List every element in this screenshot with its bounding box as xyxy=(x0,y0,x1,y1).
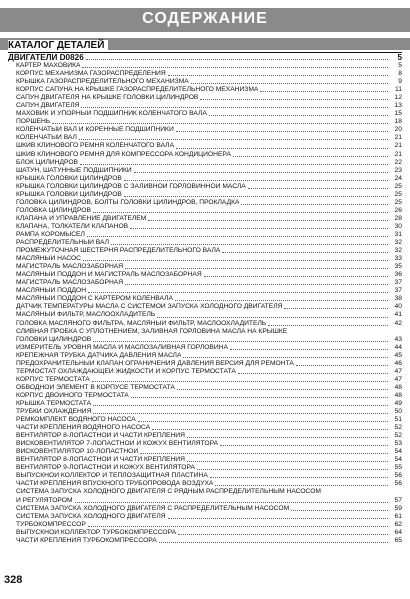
entry-label: КРЫШКА ГОЛОВКИ ЦИЛИНДРОВ С ЗАЛИВНОЙ ГОРЛОВИННОЙ МАСЛА xyxy=(16,182,246,190)
toc-entry[interactable] xyxy=(16,456,402,464)
entry-page: 9 xyxy=(398,78,402,86)
entry-page: 64 xyxy=(394,528,402,536)
dot-leader xyxy=(177,388,388,390)
entry-page: 41 xyxy=(394,311,402,319)
toc-entry[interactable] xyxy=(16,529,402,537)
entry-page: 21 xyxy=(394,134,402,142)
entry-label: САПУН ДВИГАТЕЛЯ НА КРЫШКЕ ГОЛОВКИ ЦИЛИНДРОВ xyxy=(16,94,199,102)
entry-page: 40 xyxy=(394,303,402,311)
entry-page: 47 xyxy=(394,367,402,375)
dot-leader xyxy=(230,348,388,350)
toc-entry[interactable] xyxy=(16,102,402,110)
entry-page: 25 xyxy=(394,182,402,190)
entry-label: САПУН ДВИГАТЕЛЯ xyxy=(16,102,80,110)
toc-entry[interactable] xyxy=(16,311,402,319)
toc-entry[interactable] xyxy=(16,472,402,480)
entry-label: СИСТЕМА ЗАПУСКА ХОЛОДНОГО ДВИГАТЕЛЯ С РЯДНЫМ РАСПРЕДЕЛИТЕЛЬНЫМ НАСОСОМ xyxy=(16,488,321,496)
dot-leader xyxy=(168,74,388,76)
dot-leader xyxy=(80,163,388,165)
entry-label: РЕМКОМПЛЕКТ ВОДЯНОГО НАСОСА xyxy=(16,416,136,424)
dot-leader xyxy=(159,541,388,543)
entry-page: 32 xyxy=(394,247,402,255)
entry-label: ГОЛОВКИ ЦИЛИНДРОВ xyxy=(16,335,92,343)
toc-entry[interactable] xyxy=(16,352,402,360)
entry-page: 21 xyxy=(394,142,402,150)
entry-label: ПРОМЕЖУТОЧНАЯ ШЕСТЕРНЯ РАСПРЕДЕЛИТЕЛЬНОГО ВАЛА xyxy=(16,247,221,255)
toc-entry[interactable] xyxy=(16,279,402,287)
entry-label: РАСПРЕДЕЛИТЕЛЬНЫЙ ВАЛ xyxy=(16,239,110,247)
entry-label: КРЫШКА ГАЗОРАСПРЕДЕЛИТЕЛЬНОГО МЕХАНИЗМА xyxy=(16,78,189,86)
entry-page: 38 xyxy=(394,295,402,303)
dot-leader xyxy=(138,420,388,422)
entry-page: 48 xyxy=(394,391,402,399)
dot-leader xyxy=(93,340,388,342)
entry-label: ОБВОДНОЙ ЭЛЕМЕНТ В КОРПУСЕ ТЕРМОСТАТА xyxy=(16,383,175,391)
toc-entry[interactable] xyxy=(16,392,402,400)
entry-label: ТУРБОКОМПРЕССОР xyxy=(16,520,86,528)
toc-entry[interactable] xyxy=(16,62,402,70)
dot-leader xyxy=(75,501,388,503)
toc-entry[interactable] xyxy=(16,480,402,488)
toc-entry[interactable] xyxy=(16,440,402,448)
entry-label: ВЕНТИЛЯТОР 8-ЛОПАСТНОЙ И ЧАСТИ КРЕПЛЕНИЯ xyxy=(16,456,185,464)
dot-leader xyxy=(79,138,388,140)
toc-entry[interactable] xyxy=(16,110,402,118)
entry-page: 52 xyxy=(394,432,402,440)
dot-leader xyxy=(284,307,388,309)
dot-leader xyxy=(93,404,388,406)
entry-page: 25 xyxy=(394,198,402,206)
dot-leader xyxy=(124,195,388,197)
entry-label: КРЫШКА ГОЛОВКИ ЦИЛИНДРОВ xyxy=(16,174,122,182)
entry-label: ПРЕДОХРАНИТЕЛЬНЫЙ КЛАПАН ОГРАНИЧЕНИЯ ДАВЛЕНИЯ ВЕРСИЯ ДЛЯ РЕМОНТА xyxy=(16,359,294,367)
entry-page: 25 xyxy=(394,190,402,198)
toc-entry[interactable] xyxy=(16,303,402,311)
toc-entry[interactable] xyxy=(16,497,402,505)
entry-page: 35 xyxy=(394,263,402,271)
toc-entry[interactable] xyxy=(16,400,402,408)
toc-entry[interactable] xyxy=(16,384,402,392)
entry-page: 20 xyxy=(394,126,402,134)
toc-entry[interactable] xyxy=(16,432,402,440)
entry-label: ГОЛОВКА ЦИЛИНДРОВ xyxy=(16,206,91,214)
entry-page: 32 xyxy=(394,239,402,247)
entry-label: КОРПУС САПУНА НА КРЫШКЕ ГАЗОРАСПРЕДЕЛИТЕЛЬНОГО МЕХАНИЗМА xyxy=(16,86,259,94)
toc-entry[interactable] xyxy=(16,376,402,384)
entry-page: 54 xyxy=(394,448,402,456)
toc-entry[interactable] xyxy=(16,86,402,94)
entry-label: МАСЛЯНЫЙ ФИЛЬТР, МАСЛООХЛАДИТЕЛЬ xyxy=(16,311,156,319)
entry-page: 59 xyxy=(394,504,402,512)
entry-label: ЧАСТИ КРЕПЛЕНИЯ ТУРБОКОМПРЕССОРА xyxy=(16,536,157,544)
entry-label: МАГИСТРАЛЬ МАСЛОЗАБОРНАЯ xyxy=(16,279,124,287)
dot-leader xyxy=(291,509,388,511)
toc-entry[interactable] xyxy=(16,537,402,545)
toc-entry[interactable] xyxy=(16,360,402,368)
entry-label: ЧАСТИ КРЕПЛЕНИЯ ВОДЯНОГО НАСОСА xyxy=(16,424,151,432)
entry-label: И РЕГУЛЯТОРОМ xyxy=(16,496,73,504)
dot-leader xyxy=(130,227,388,229)
entry-label: МАСЛЯНЫЙ ПОДДОН xyxy=(16,287,87,295)
entry-page: 11 xyxy=(395,86,402,94)
dot-leader xyxy=(215,484,388,486)
toc-entry[interactable] xyxy=(16,287,402,295)
entry-page: 45 xyxy=(394,351,402,359)
toc-list xyxy=(16,62,402,545)
dot-leader xyxy=(191,82,388,84)
dot-leader xyxy=(268,324,388,326)
dot-leader xyxy=(204,275,388,277)
page-title: СОДЕРЖАНИЕ xyxy=(142,10,268,27)
toc-entry[interactable] xyxy=(16,231,402,239)
dot-leader xyxy=(200,98,388,100)
dot-leader xyxy=(148,219,388,221)
entry-label: ГОЛОВКА ЦИЛИНДРОВ, БОЛТЫ ГОЛОВКИ ЦИЛИНДРОВ, ПРОКЛАДКА xyxy=(16,198,240,206)
entry-label: КАРТЕР МАХОВИКА xyxy=(16,62,81,69)
entry-label: ШКИВ КЛИНОВОГО РЕМНЯ ДЛЯ КОМПРЕССОРА КОНДИЦИОНЕРА xyxy=(16,150,231,158)
dot-leader xyxy=(140,452,388,454)
entry-page: 47 xyxy=(394,375,402,383)
entry-page: 56 xyxy=(394,472,402,480)
entry-page: 42 xyxy=(394,319,402,327)
entry-page: 24 xyxy=(394,174,402,182)
dot-leader xyxy=(209,114,388,116)
entry-page: 49 xyxy=(394,399,402,407)
dot-leader xyxy=(152,428,388,430)
entry-label: ДАТЧИК ТЕМПЕРАТУРЫ МАСЛА С СИСТЕМОЙ ЗАПУСКА ХОЛОДНОГО ДВИГАТЕЛЯ xyxy=(16,303,283,311)
toc-entry[interactable] xyxy=(16,521,402,529)
toc-entry[interactable] xyxy=(16,118,402,126)
entry-page: 33 xyxy=(394,255,402,263)
entry-page: 57 xyxy=(394,496,402,504)
toc-entry[interactable] xyxy=(16,488,402,496)
catalog-title: КАТАЛОГ ДЕТАЛЕЙ xyxy=(8,40,108,51)
entry-label: ЧАСТИ КРЕПЛЕНИЯ ВПУСКНОГО ТРУБОПРОВОДА ВОЗДУХА xyxy=(16,480,214,488)
toc-entry[interactable] xyxy=(16,247,402,255)
entry-page: 8 xyxy=(398,70,402,78)
entry-page: 48 xyxy=(394,383,402,391)
entry-label: ШАТУН, ШАТУННЫЕ ПОДШИПНИКИ xyxy=(16,166,132,174)
toc-entry[interactable] xyxy=(16,416,402,424)
dot-leader xyxy=(176,130,388,132)
entry-page: 15 xyxy=(394,110,402,118)
toc-entry[interactable] xyxy=(16,239,402,247)
toc-entry[interactable] xyxy=(16,320,402,328)
toc-entry[interactable] xyxy=(16,215,402,223)
toc-entry[interactable] xyxy=(16,255,402,263)
entry-page: 62 xyxy=(394,520,402,528)
entry-label: КРЫШКА ТЕРМОСТАТА xyxy=(16,399,92,407)
entry-label: КОРПУС МЕХАНИЗМА ГАЗОРАСПРЕДЕЛЕНИЯ xyxy=(16,70,166,78)
entry-label: ГОЛОВКА МАСЛЯНОГО ФИЛЬТРА, МАСЛЯНЫЙ ФИЛЬТР, МАСЛООХЛАДИТЕЛЬ xyxy=(16,319,267,327)
toc-entry[interactable] xyxy=(16,513,402,521)
entry-page: 46 xyxy=(394,359,402,367)
entry-label: ВЫПУСКНОЙ КОЛЛЕКТОР И ТЕПЛОЗАЩИТНАЯ ПЛАСТИНА xyxy=(16,472,208,480)
entry-page: 44 xyxy=(394,343,402,351)
dot-leader xyxy=(157,316,388,318)
entry-label: КОЛЕНЧАТЫЙ ВАЛ И КОРЕННЫЕ ПОДШИПНИКИ xyxy=(16,126,174,134)
dot-leader xyxy=(260,90,388,92)
toc-entry[interactable] xyxy=(16,408,402,416)
toc-entry[interactable] xyxy=(16,199,402,207)
entry-label: МАХОВИК И УПОРНЫЙ ПОДШИПНИК КОЛЕНЧАТОГО ВАЛА xyxy=(16,110,207,118)
dot-leader xyxy=(82,66,388,68)
dot-leader xyxy=(187,436,388,438)
dot-leader xyxy=(134,171,388,173)
entry-page: 52 xyxy=(394,424,402,432)
entry-page: 12 xyxy=(394,94,402,102)
dot-leader xyxy=(88,525,388,527)
toc-entry[interactable] xyxy=(16,344,402,352)
entry-label: СИСТЕМА ЗАПУСКА ХОЛОДНОГО ДВИГАТЕЛЯ С РАСПРЕДЕЛИТЕЛЬНЫМ НАСОСОМ xyxy=(16,504,290,512)
toc-entry[interactable] xyxy=(16,223,402,231)
entry-label: МАСЛЯНЫЙ ПОДДОН С КАРТЕРОМ КОЛЕНВАЛА xyxy=(16,295,173,303)
dot-leader xyxy=(241,203,388,205)
dot-leader xyxy=(248,187,388,189)
entry-label: ВЕНТИЛЯТОР 8-ЛОПАСТНОЙ И ЧАСТИ КРЕПЛЕНИЯ xyxy=(16,432,185,440)
toc-entry[interactable] xyxy=(16,78,402,86)
entry-label: РАМПА КОРОМЫСЕЛ xyxy=(16,230,85,238)
toc-entry[interactable] xyxy=(16,271,402,279)
entry-label: МАСЛЯНЫЙ НАСОС xyxy=(16,255,81,263)
toc-entry[interactable] xyxy=(16,126,402,134)
toc-entry[interactable] xyxy=(16,424,402,432)
dot-leader xyxy=(210,476,388,478)
toc-entry[interactable] xyxy=(16,94,402,102)
entry-label: КЛАПАНА И УПРАВЛЕНИЕ ДВИГАТЕЛЕМ xyxy=(16,214,147,222)
entry-label: ПОРШЕНЬ xyxy=(16,118,51,126)
dot-leader xyxy=(52,122,388,124)
dot-leader xyxy=(220,444,388,446)
toc-entry[interactable] xyxy=(16,151,402,159)
entry-page: 56 xyxy=(394,480,402,488)
dot-leader xyxy=(197,468,388,470)
section-label: ДВИГАТЕЛИ D0826 xyxy=(8,53,84,62)
dot-leader xyxy=(222,251,388,253)
entry-page: 28 xyxy=(394,214,402,222)
toc-entry[interactable] xyxy=(16,159,402,167)
entry-page: 31 xyxy=(394,230,402,238)
dot-leader xyxy=(87,235,388,237)
dot-leader xyxy=(111,243,388,245)
entry-page: 18 xyxy=(394,118,402,126)
entry-label: КОЛЕНЧАТЫЙ ВАЛ xyxy=(16,134,77,142)
dot-leader xyxy=(93,211,388,213)
entry-page: 53 xyxy=(394,440,402,448)
entry-label: ИЗМЕРИТЕЛЬ УРОВНЯ МАСЛА И МАСЛОЗАЛИВНАЯ ГОРЛОВИНА xyxy=(16,343,228,351)
dot-leader xyxy=(86,58,388,60)
toc-entry[interactable] xyxy=(16,263,402,271)
dot-leader xyxy=(92,380,388,382)
toc-entry[interactable] xyxy=(16,207,402,215)
dot-leader xyxy=(88,291,388,293)
header-bar xyxy=(0,8,410,32)
dot-leader xyxy=(124,179,388,181)
entry-page: 37 xyxy=(394,279,402,287)
toc-entry[interactable] xyxy=(16,142,402,150)
entry-page: 5 xyxy=(398,62,402,69)
entry-page: 30 xyxy=(394,222,402,230)
entry-page: 65 xyxy=(394,536,402,544)
entry-page: 13 xyxy=(394,102,402,110)
toc-entry[interactable] xyxy=(16,175,402,183)
dot-leader xyxy=(233,155,388,157)
toc-entry[interactable] xyxy=(16,448,402,456)
entry-label: СЛИВНАЯ ПРОБКА С УПЛОТНЕНИЕМ, ЗАЛИВНАЯ ГОРЛОВИНА МАСЛА НА КРЫШКЕ xyxy=(16,327,288,335)
section-heading[interactable] xyxy=(8,53,402,62)
entry-page: 36 xyxy=(394,271,402,279)
dot-leader xyxy=(296,364,388,366)
page-number: 328 xyxy=(4,574,23,586)
dot-leader xyxy=(178,533,388,535)
entry-page: 43 xyxy=(394,335,402,343)
entry-label: КОРПУС ДВОЙНОГО ТЕРМОСТАТА xyxy=(16,391,129,399)
entry-page: 37 xyxy=(394,287,402,295)
entry-page: 26 xyxy=(394,206,402,214)
dot-leader xyxy=(168,517,388,519)
dot-leader xyxy=(81,106,388,108)
entry-label: КЛАПАНА, ТОЛКАТЕЛИ КЛАПАНОВ xyxy=(16,222,129,230)
entry-page: 22 xyxy=(394,158,402,166)
dot-leader xyxy=(187,460,388,462)
entry-label: СИСТЕМА ЗАПУСКА ХОЛОДНОГО ДВИГАТЕЛЯ xyxy=(16,512,166,520)
dot-leader xyxy=(125,267,388,269)
entry-page: 50 xyxy=(394,408,402,416)
entry-label: ТРУБКИ ОХЛАЖДЕНИЯ xyxy=(16,408,92,416)
toc-entry[interactable] xyxy=(16,464,402,472)
dot-leader xyxy=(125,283,388,285)
dot-leader xyxy=(83,259,388,261)
toc-entry[interactable] xyxy=(16,183,402,191)
entry-label: МАГИСТРАЛЬ МАСЛОЗАБОРНАЯ xyxy=(16,263,124,271)
entry-label: ВИСКОВЕНТИЛЯТОР 10-ЛОПАСТНОЙ xyxy=(16,448,139,456)
entry-label: ВЕНТИЛЯТОР 9-ЛОПАСТНОЙ И КОЖУХ ВЕНТИЛЯТОРА xyxy=(16,464,195,472)
dot-leader xyxy=(183,356,388,358)
dot-leader xyxy=(93,412,388,414)
entry-label: БЛОК ЦИЛИНДРОВ xyxy=(16,158,79,166)
toc-entry[interactable] xyxy=(16,134,402,142)
toc-entry[interactable] xyxy=(16,328,402,336)
entry-label: ВЫПУСКНОЙ КОЛЛЕКТОР ТУРБОКОМПРЕССОРА xyxy=(16,528,177,536)
entry-page: 23 xyxy=(394,166,402,174)
entry-label: КРЕПЕЖНАЯ ТРУБКА ДАТЧИКА ДАВЛЕНИЯ МАСЛА xyxy=(16,351,182,359)
dot-leader xyxy=(175,299,388,301)
entry-page: 51 xyxy=(394,416,402,424)
section-page: 5 xyxy=(397,53,402,62)
dot-leader xyxy=(131,396,388,398)
toc-entry[interactable] xyxy=(16,167,402,175)
dot-leader xyxy=(176,147,388,149)
toc-entry[interactable] xyxy=(16,505,402,513)
entry-label: КРЫШКА ГОЛОВКИ ЦИЛИНДРОВ xyxy=(16,190,122,198)
dot-leader xyxy=(238,372,388,374)
toc-entry[interactable] xyxy=(16,70,402,78)
entry-label: КОРПУС ТЕРМОСТАТА xyxy=(16,375,90,383)
entry-label: ШКИВ КЛИНОВОГО РЕМНЯ КОЛЕНЧАТОГО ВАЛА xyxy=(16,142,175,150)
toc-entry[interactable] xyxy=(16,191,402,199)
toc-entry[interactable] xyxy=(16,295,402,303)
entry-page: 54 xyxy=(394,456,402,464)
entry-label: ВИСКОВЕНТИЛЯТОР 7-ЛОПАСТНОЙ И КОЖУХ ВЕНТИЛЯТОРА xyxy=(16,440,219,448)
entry-page: 55 xyxy=(394,464,402,472)
toc-entry[interactable] xyxy=(16,336,402,344)
entry-label: ТЕРМОСТАТ ОХЛАЖДАЮЩЕЙ ЖИДКОСТИ И КОРПУС ТЕРМОСТАТА xyxy=(16,367,236,375)
entry-page: 21 xyxy=(394,150,402,158)
toc-entry[interactable] xyxy=(16,368,402,376)
entry-label: МАСЛЯНЫЙ ПОДДОН И МАГИСТРАЛЬ МАСЛОЗАБОРНАЯ xyxy=(16,271,202,279)
entry-page: 61 xyxy=(394,512,402,520)
